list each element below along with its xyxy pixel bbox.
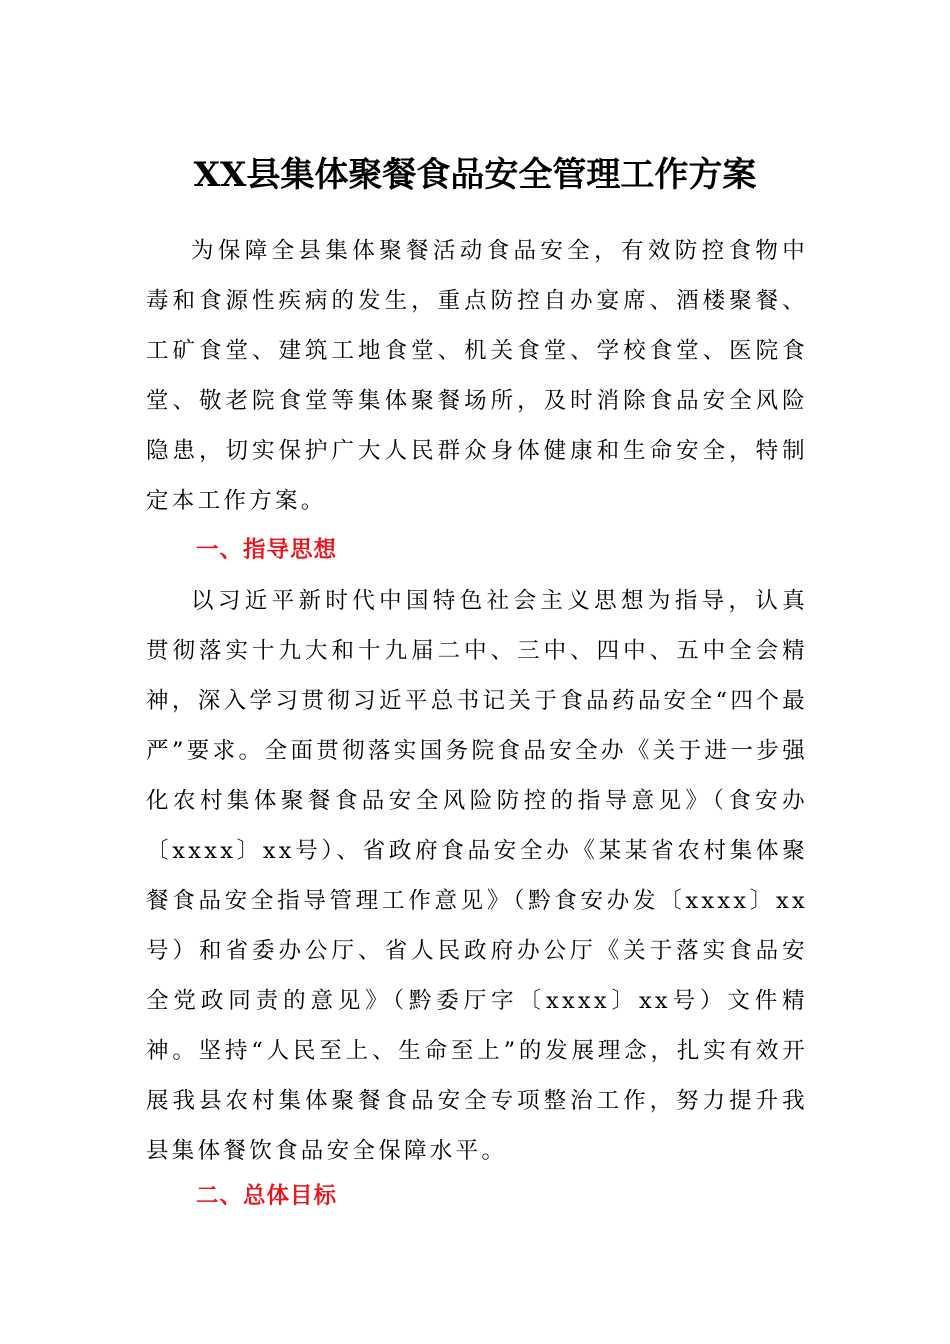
section-heading-guiding-ideology: 一、指导思想 xyxy=(196,537,338,563)
document-title: XX县集体聚餐食品安全管理工作方案 xyxy=(193,155,757,195)
section-heading-overall-goal: 二、总体目标 xyxy=(196,1183,338,1209)
intro-paragraph: 为保障全县集体聚餐活动食品安全，有效防控食物中毒和食源性疾病的发生，重点防控自办宴席、酒楼聚餐、工矿食堂、建筑工地食堂、机关食堂、学校食堂、医院食堂、敬老院食堂等集体聚餐场所，及时消除食品安全风险隐患，切实保护广大人民群众身体健康和生命安全，特制定本工作方案。 xyxy=(146,238,808,514)
guiding-ideology-paragraph: 以习近平新时代中国特色社会主义思想为指导，认真贯彻落实十九大和十九届二中、三中、四中、五中全会精神，深入学习贯彻习近平总书记关于食品药品安全“四个最严”要求。全面贯彻落实国务院食品安全办《关于进一步强化农村集体聚餐食品安全风险防控的指导意见》（食安办〔xxxx〕xx号）、省政府食品安全办《某某省农村集体聚餐食品安全指导管理工作意见》（黔食安办发〔xxxx〕xx号）和省委办公厅、省人民政府办公厅《关于落实食品安全党政同责的意见》（黔委厅字〔xxxx〕xx号）文件精神。坚持“人民至上、生命至上”的发展理念，扎实有效开展我县农村集体聚餐食品安全专项整治工作，努力提升我县集体餐饮食品安全保障水平。 xyxy=(146,588,808,1164)
